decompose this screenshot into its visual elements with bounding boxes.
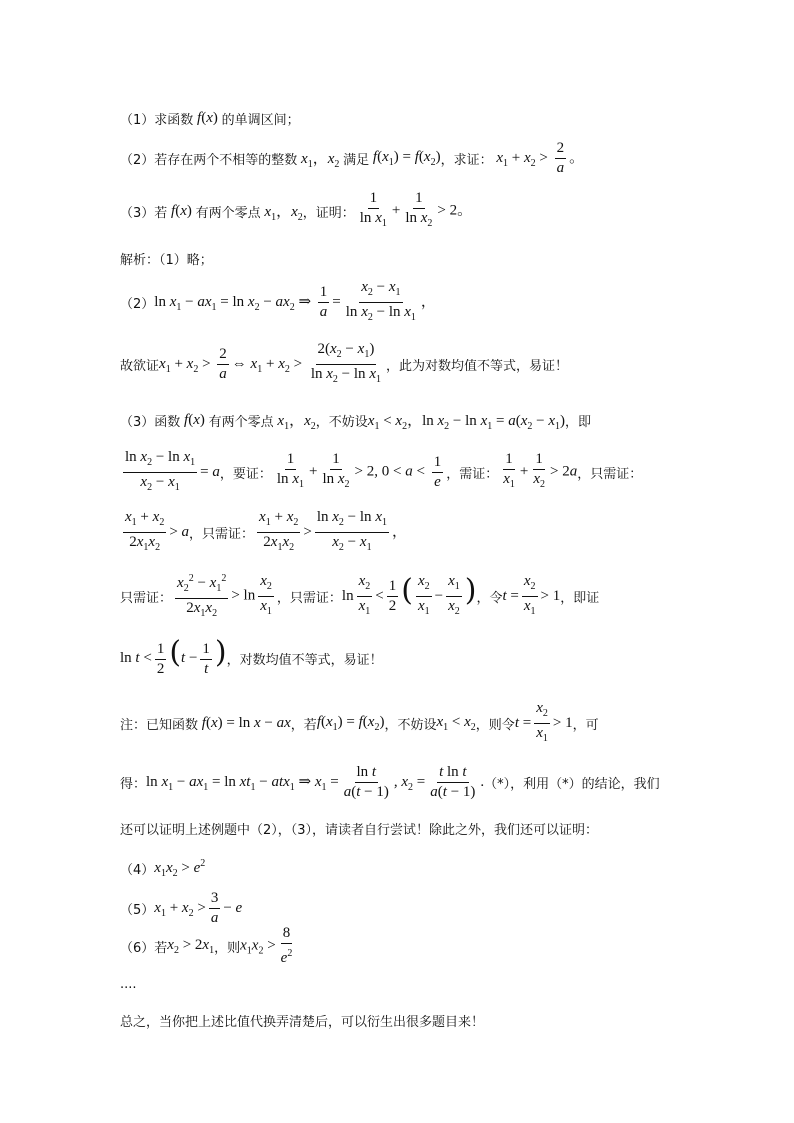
dots-text: ····	[120, 980, 137, 996]
q1-formula: f(x)	[197, 109, 222, 126]
q2-vars: $x_1$，$x_2$	[301, 150, 340, 170]
s3b-formula-a: $\frac{\ln x_2 - \ln x_1}{x_2 - x_1}$ = a	[125, 448, 220, 493]
q2-prove: ，求证：	[440, 152, 493, 168]
s3c-zhixuzheng: ，只需证：	[189, 526, 255, 542]
q3-label: （3）若	[120, 205, 168, 221]
q1-tail: 的单调区间；	[221, 112, 300, 128]
note-ruo: ，若	[290, 717, 317, 733]
q5-label: （5）	[120, 902, 155, 918]
q6-label: （6）若	[120, 940, 168, 956]
item-6	[120, 920, 297, 972]
s3-label: （3）函数	[120, 414, 181, 430]
summary	[120, 994, 484, 1046]
q3-goal: $\frac{1}{\ln x_1}$ + $\frac{1}{\ln x_2}$ > 2。	[359, 190, 473, 229]
s2-formula: $\ln x_1 - ax_1 = \ln x_2 - ax_2$ ⇒ $\frac{1}{a}$ = $\frac{x_2 - x_1}{\ln x_2 - \ln x_1}$ ，	[154, 278, 436, 323]
solution-3-line-3	[120, 506, 407, 558]
solution-2-line-1	[120, 276, 436, 328]
note-func: f(x) = ln x − ax	[201, 714, 291, 731]
s3b-xuzheng: ，需证：	[446, 466, 499, 482]
q2-label: （2）若存在两个不相等的整数	[120, 152, 298, 168]
de-formula: $\ln x_1 - ax_1 = \ln xt_1 - atx_1$ ⇒ $x_1$ = $\frac{\text{ln t}}{a(t - 1)}$ , $x_2$ = $\frac{\text{t ln t}}{a(t - 1)}$ .	[146, 763, 485, 800]
s3b-formula-c: $\frac{1}{x_1}$ + $\frac{1}{x_2}$ > 2a	[503, 451, 578, 490]
q6-formula: $x_1x_2$ > $\frac{8}{e^2}$	[240, 925, 293, 966]
q3-func: f(x)	[171, 202, 196, 219]
note-order: $x_1 < x_2$	[436, 713, 476, 733]
q1-label: （1）求函数	[120, 112, 194, 128]
s3c-formula-b: $\frac{x_1 + x_2}{2x_1x_2}$ > $\frac{\ln x_2 - \ln x_1}{x_2 - x_1}$ ，	[259, 508, 407, 553]
q6-ze: ，则	[214, 940, 241, 956]
q4-formula: $x_1x_2 > e^2$	[154, 857, 206, 879]
note-ze: ，则令	[475, 717, 515, 733]
s3e-tail: ，对数均值不等式，易证！	[226, 652, 383, 668]
de-tail: （*），利用（*）的结论，我们	[484, 776, 660, 792]
s3b-zhixuzheng: ，只需证：	[577, 466, 643, 482]
s3d-formula-a: $\frac{x_2^2 - x_1^2}{2x_1x_2}$ > ln $\frac{x_2}{x_1}$	[172, 570, 277, 622]
note-assume: ，不妨设	[384, 717, 437, 733]
summary-text: 总之，当你把上述比值代换弄清楚后，可以衍生出很多题目来！	[120, 1014, 485, 1030]
s3-assume: ，不妨设	[315, 414, 368, 430]
s3-cond: $x_1 < x_2$，$\ln x_2 - \ln x_1 = a(x_2 - x_1)$	[367, 412, 566, 432]
solution-3-line-5	[120, 632, 383, 684]
solution-2-line-2	[120, 338, 568, 390]
s3d-mid: ，只需证：	[276, 590, 342, 606]
s3b-yaozheng: ，要证：	[219, 466, 272, 482]
de-pre: 得：	[120, 776, 147, 792]
q4-label: （4）	[120, 862, 155, 878]
q2-condition: $f(x_1) = f(x_2)$	[372, 148, 441, 168]
note-line-1	[120, 697, 599, 749]
question-3	[120, 185, 472, 237]
note-cond: $f(x_1) = f(x_2)$	[316, 713, 385, 733]
q3-mid: 有两个零点	[195, 205, 261, 221]
q6-cond: $x_2 > 2x_1$	[167, 936, 215, 956]
solution-3-line-1	[120, 394, 591, 446]
s3d-pre: 只需证：	[120, 590, 173, 606]
s3d-formula-b: ln $\frac{x_2}{x_1}$ < $\frac{1}{2}$ ( $\frac{x_2}{x_1}$ − $\frac{x_1}{x_2}$ )	[341, 572, 477, 617]
note-pre: 注：已知函数	[120, 717, 199, 733]
s2b-post: ，此为对数均值不等式，易证！	[385, 358, 568, 374]
s2-label: （2）	[120, 296, 155, 312]
solution-label-text: 解析：（1）略；	[120, 252, 213, 268]
question-2	[120, 132, 584, 184]
solution-3-line-2	[120, 446, 642, 498]
s3c-formula-a: $\frac{x_1 + x_2}{2x_1x_2}$ > a	[125, 508, 190, 553]
s3e-formula: ln t < $\frac{1}{2}$ (t − $\frac{1}{t}$ )	[120, 635, 227, 677]
solution-3-line-4	[120, 570, 599, 622]
q2-goal: $x_1 + x_2$ > $\frac{2}{a}$ 。	[496, 139, 585, 176]
note-line-2	[120, 756, 660, 808]
q3-vars: $x_1$，$x_2$	[264, 203, 303, 223]
note-t: t = $\frac{x_2}{x_1}$ > 1	[514, 699, 573, 744]
s3b-formula-b: $\frac{1}{\ln x_1}$ + $\frac{1}{\ln x_2}$ > 2, 0 < a < $\frac{1}{e}$	[276, 451, 442, 490]
s3d-formula-c: t = $\frac{x_2}{x_1}$ > 1	[502, 572, 561, 617]
q3-prove: ，证明：	[302, 205, 355, 221]
q2-mid: 满足	[343, 152, 370, 168]
s3-mid: 有两个零点	[208, 414, 274, 430]
s2b-pre: 故欲证	[120, 358, 160, 374]
s3d-jizheng: ，即证	[560, 590, 600, 606]
s3-func: f(x)	[184, 411, 209, 428]
s2b-formula: $x_1 + x_2$ > $\frac{2}{a}$ ⇔ $x_1 + x_2$ > $\frac{2(x_2 - x_1)}{\ln x_2 - \ln x_1}$	[159, 340, 381, 385]
s3d-ling: ，令	[476, 590, 503, 606]
also-text: 还可以证明上述例题中（2），（3），请读者自行尝试！除此之外，我们还可以证明：	[120, 822, 599, 838]
q5-formula: $x_1 + x_2$ > $\frac{3}{a}$ − e	[154, 889, 243, 926]
s3-ji: ，即	[565, 414, 592, 430]
s3-vars: $x_1$，$x_2$	[277, 412, 316, 432]
note-ke: ，可	[572, 717, 599, 733]
